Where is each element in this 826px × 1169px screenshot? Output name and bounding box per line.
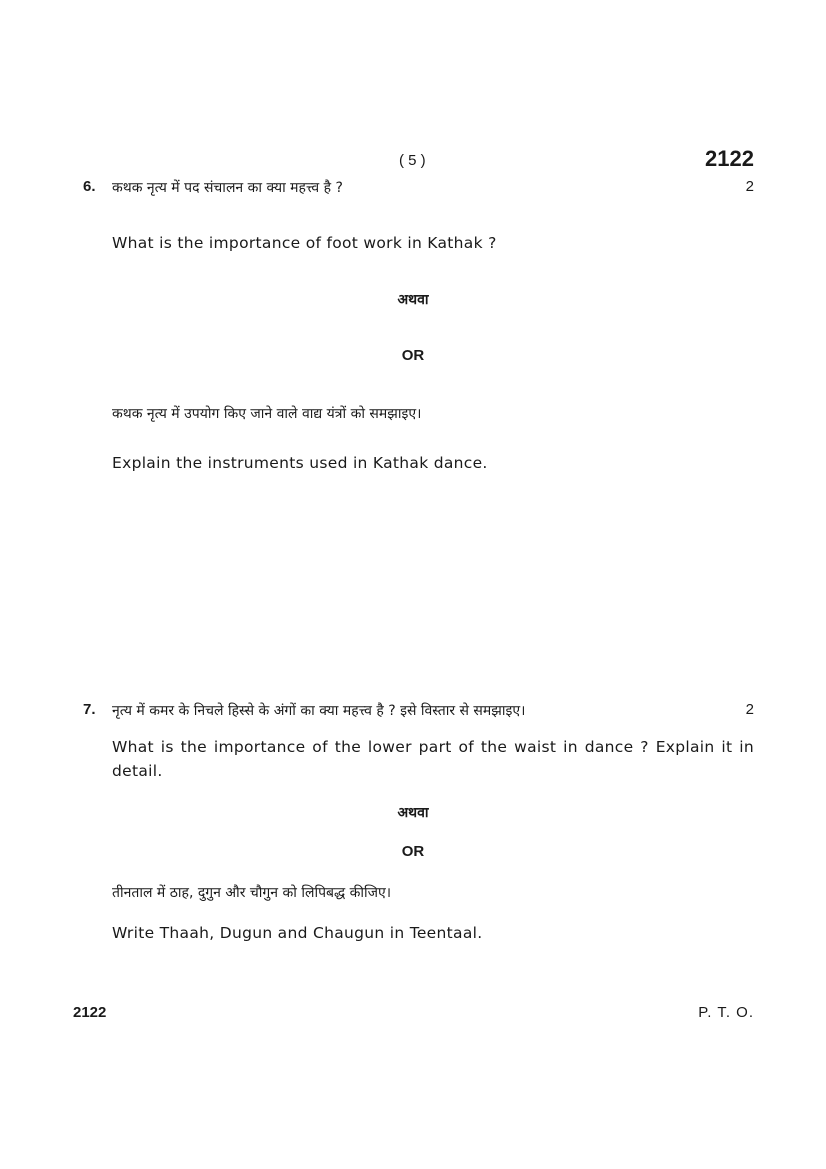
question-english: What is the importance of the lower part of the waist in dance ? Explain it in detail. [112, 738, 754, 780]
question-marks: 2 [745, 178, 754, 195]
or-hindi: अथवा [397, 805, 429, 821]
alternative-english: Write Thaah, Dugun and Chaugun in Teentaal. [112, 924, 483, 942]
question-marks: 2 [745, 701, 754, 718]
question-hindi: कथक नृत्य में पद संचालन का क्या महत्त्व है ? [112, 180, 343, 196]
alternative-hindi: कथक नृत्य में उपयोग किए जाने वाले वाद्य यंत्रों को समझाइए। [112, 406, 422, 422]
alternative-hindi: तीनताल में ठाह, दुगुन और चौगुन को लिपिबद्ध कीजिए। [112, 885, 392, 901]
question-hindi: नृत्य में कमर के निचले हिस्से के अंगों का क्या महत्त्व है ? इसे विस्तार से समझाइए। [112, 703, 526, 719]
or-english: OR [401, 843, 425, 860]
question-number: 7. [83, 701, 96, 718]
or-english: OR [401, 347, 425, 364]
paper-code-header: 2122 [705, 146, 754, 171]
or-hindi: अथवा [397, 292, 429, 308]
question-english: What is the importance of foot work in Kathak ? [112, 234, 497, 252]
page-number: ( 5 ) [399, 152, 426, 169]
question-number: 6. [83, 178, 96, 195]
alternative-english: Explain the instruments used in Kathak dance. [112, 454, 488, 472]
paper-code-footer: 2122 [73, 1004, 107, 1021]
pto-label: P. T. O. [698, 1004, 754, 1021]
